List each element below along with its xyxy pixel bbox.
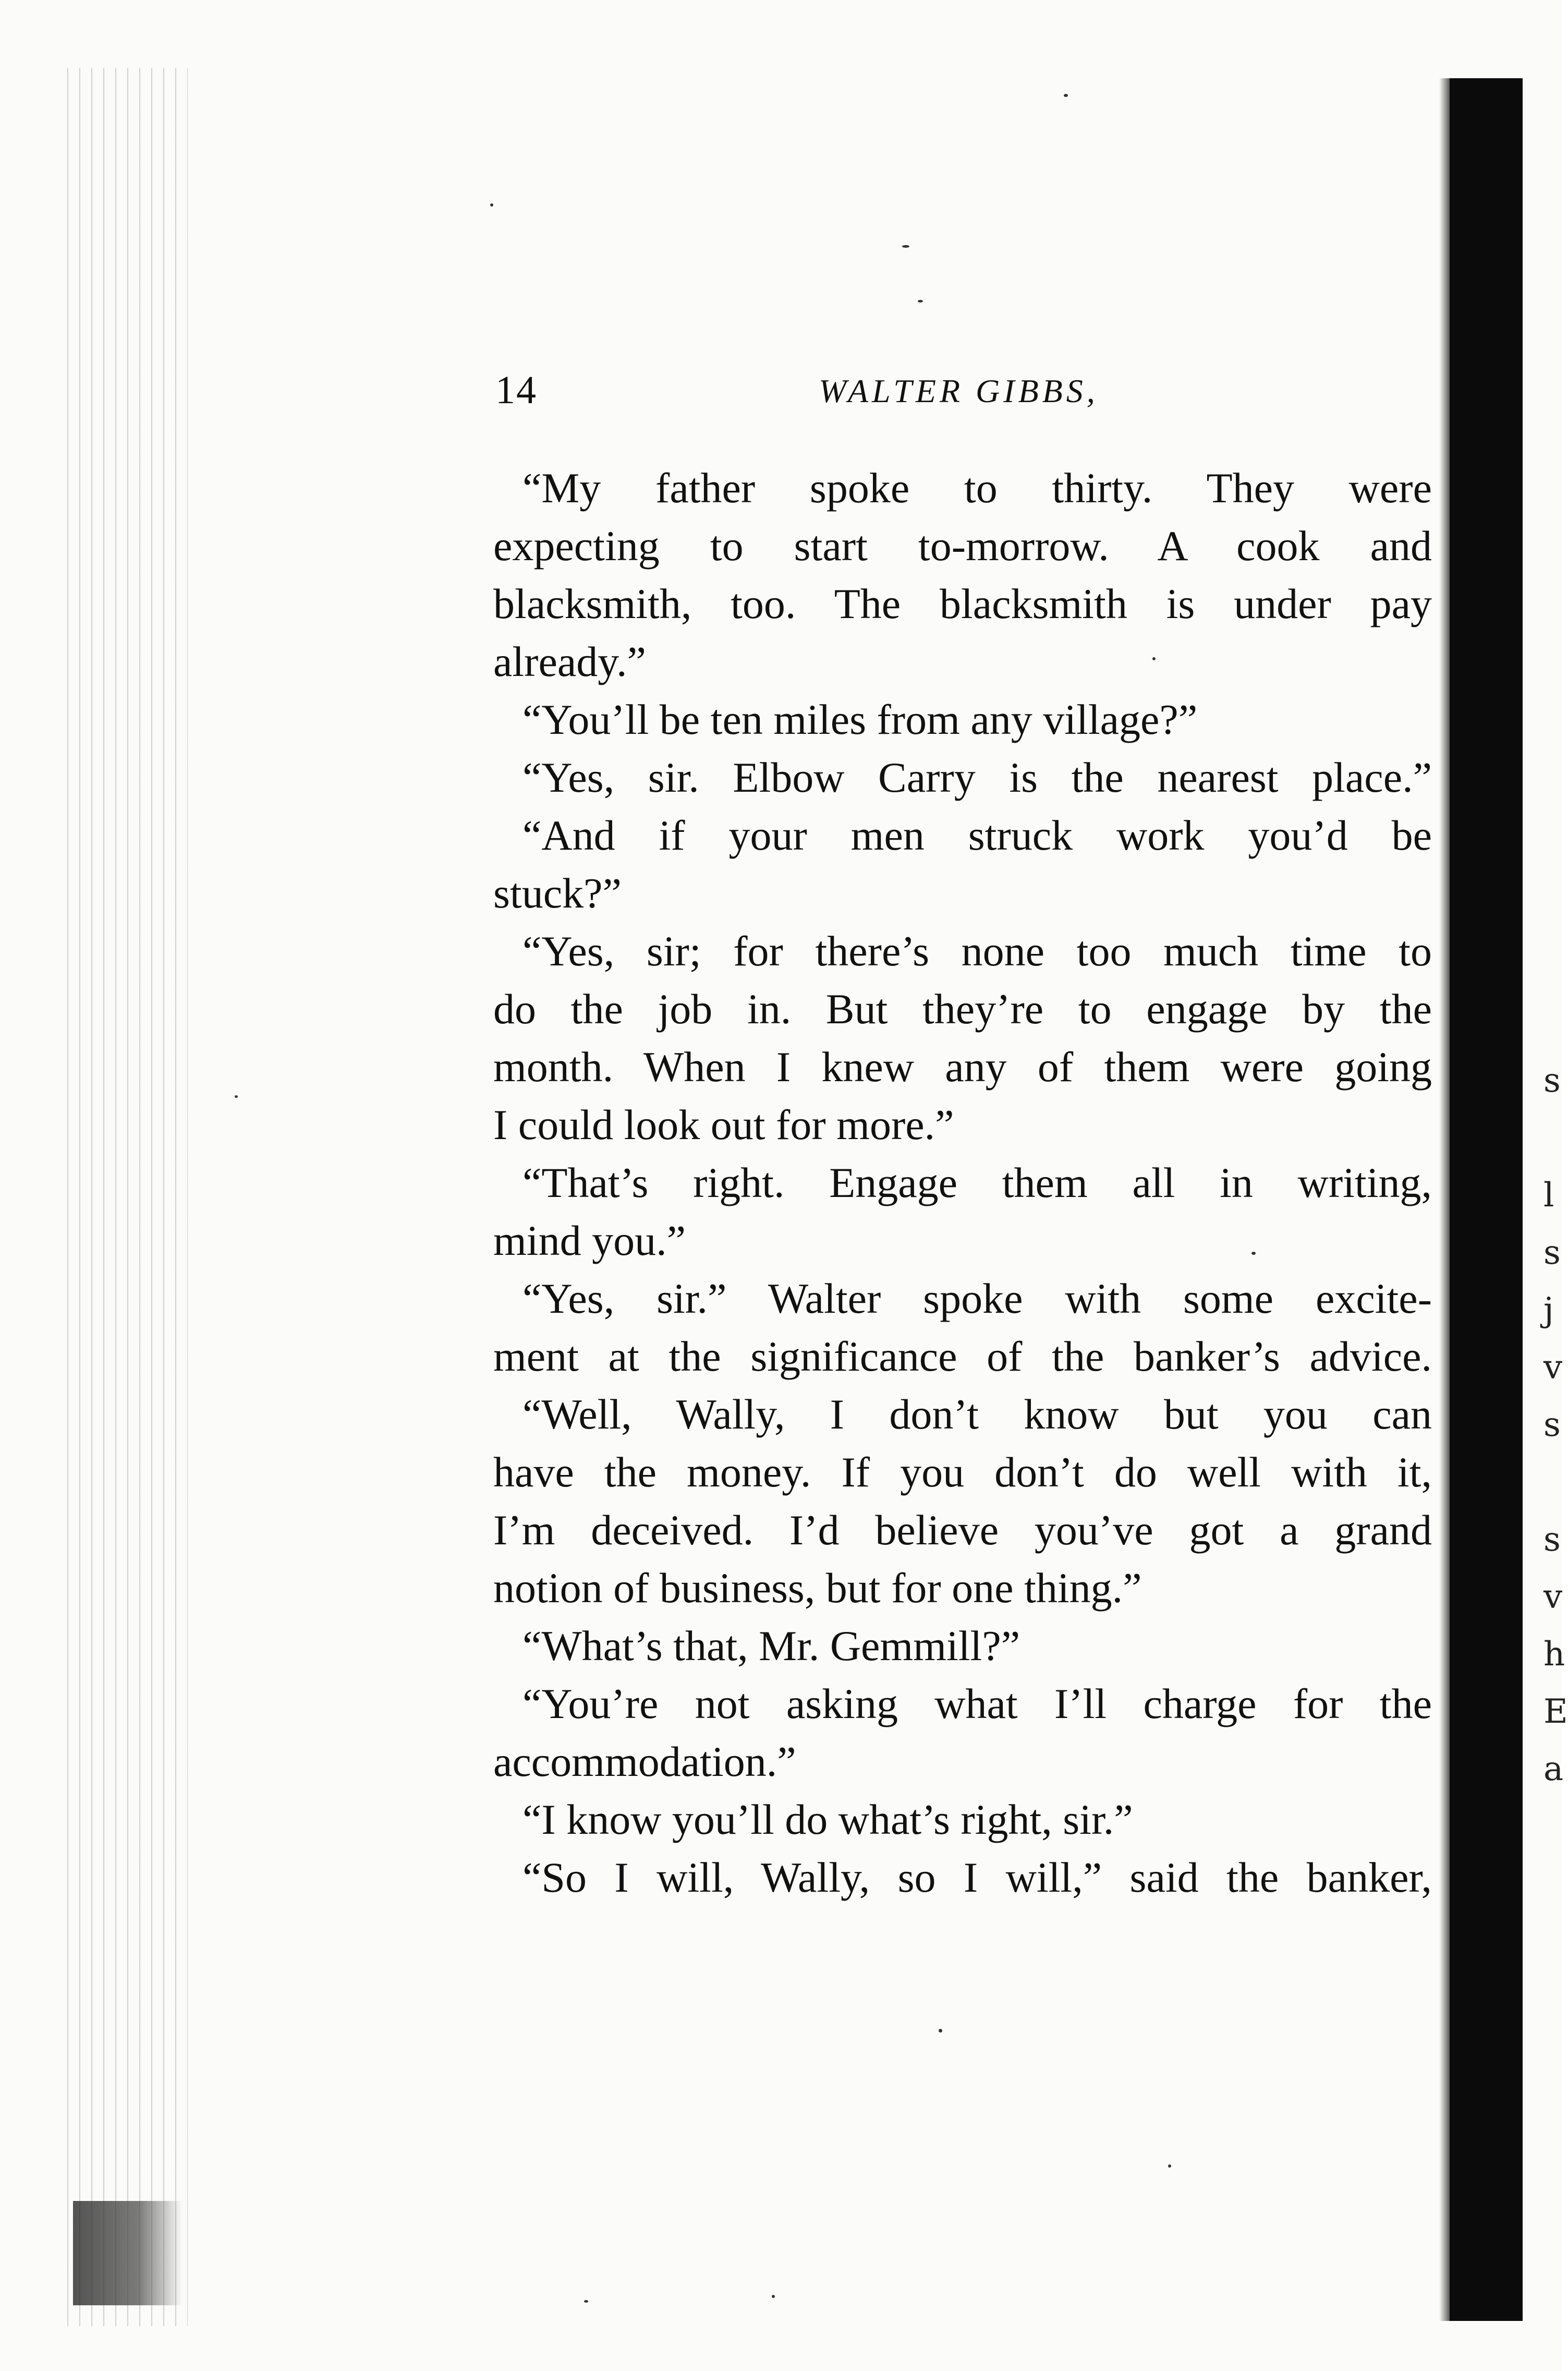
- text-line: “What’s that, Mr. Gemmill?”: [522, 1622, 1020, 1670]
- text-line: “Well, Wally, I don’t know but you can: [522, 1390, 1432, 1438]
- page-number: 14: [495, 368, 537, 412]
- text-line: “And if your men struck work you’d be: [522, 812, 1432, 859]
- scan-speck: [1251, 1252, 1256, 1255]
- edge-letter: j: [1543, 1291, 1554, 1329]
- text-line: do the job in. But they’re to engage by the: [493, 985, 1432, 1033]
- edge-letter: s: [1543, 1233, 1561, 1272]
- text-line: stuck?”: [493, 869, 622, 917]
- running-head: [495, 368, 1434, 425]
- scan-speck: [939, 2029, 942, 2033]
- text-line: already.”: [493, 638, 646, 685]
- edge-letter: v: [1543, 1348, 1563, 1387]
- scan-speck: [772, 2295, 775, 2298]
- text-line: “You’re not asking what I’ll charge for the: [522, 1680, 1432, 1727]
- text-line: “That’s right. Engage them all in writing,: [522, 1159, 1432, 1206]
- edge-letter: h: [1543, 1635, 1565, 1674]
- text-line: “Yes, sir.” Walter spoke with some excite-: [522, 1275, 1432, 1322]
- text-line: I’m deceived. I’d believe you’ve got a grand: [493, 1506, 1432, 1554]
- text-line: “Yes, sir; for there’s none too much time to: [522, 927, 1432, 975]
- edge-letter: a: [1543, 1750, 1564, 1788]
- text-line: month. When I knew any of them were going: [493, 1043, 1432, 1091]
- page-edge-dark-band: [1450, 78, 1523, 2321]
- scan-speck: [902, 245, 909, 248]
- edge-letter: v: [1543, 1578, 1563, 1616]
- scan-speck: [918, 300, 923, 303]
- text-line: have the money. If you don’t do well with it,: [493, 1448, 1432, 1496]
- text-line: accommodation.”: [493, 1738, 796, 1785]
- edge-letter: E: [1543, 1692, 1568, 1731]
- text-line: mind you.”: [493, 1217, 686, 1264]
- text-line: blacksmith, too. The blacksmith is under pay: [493, 580, 1432, 627]
- binding-shadow-dark-corner: [73, 2201, 183, 2305]
- text-line: notion of business, but for one thing.”: [493, 1564, 1142, 1612]
- scan-speck: [584, 2300, 588, 2303]
- edge-letter: s: [1543, 1520, 1561, 1559]
- text-line: “You’ll be ten miles from any village?”: [522, 696, 1198, 743]
- text-line: “My father spoke to thirty. They were: [522, 464, 1432, 512]
- scan-speck: [490, 203, 493, 207]
- text-line: expecting to start to-morrow. A cook and: [493, 522, 1432, 570]
- edge-letter: s: [1543, 1061, 1561, 1100]
- scan-speck: [1064, 94, 1068, 97]
- text-line: “So I will, Wally, so I will,” said the banker,: [522, 1854, 1432, 1901]
- text-line: ment at the significance of the banker’s advice.: [493, 1333, 1432, 1380]
- scan-speck: [1152, 657, 1156, 660]
- edge-letter: l: [1543, 1176, 1554, 1215]
- scan-speck: [1168, 2164, 1171, 2168]
- body-text: [493, 459, 1432, 1906]
- text-line: “Yes, sir. Elbow Carry is the nearest place.”: [522, 754, 1432, 801]
- text-line: “I know you’ll do what’s right, sir.”: [522, 1796, 1133, 1843]
- running-title: WALTER GIBBS,: [819, 372, 1099, 409]
- binding-shadow-left: [63, 68, 188, 2326]
- text-line: I could look out for more.”: [493, 1101, 954, 1148]
- bleed-through-letters: [1543, 1061, 1568, 1794]
- edge-letter: s: [1543, 1406, 1561, 1444]
- scan-speck: [235, 1095, 238, 1098]
